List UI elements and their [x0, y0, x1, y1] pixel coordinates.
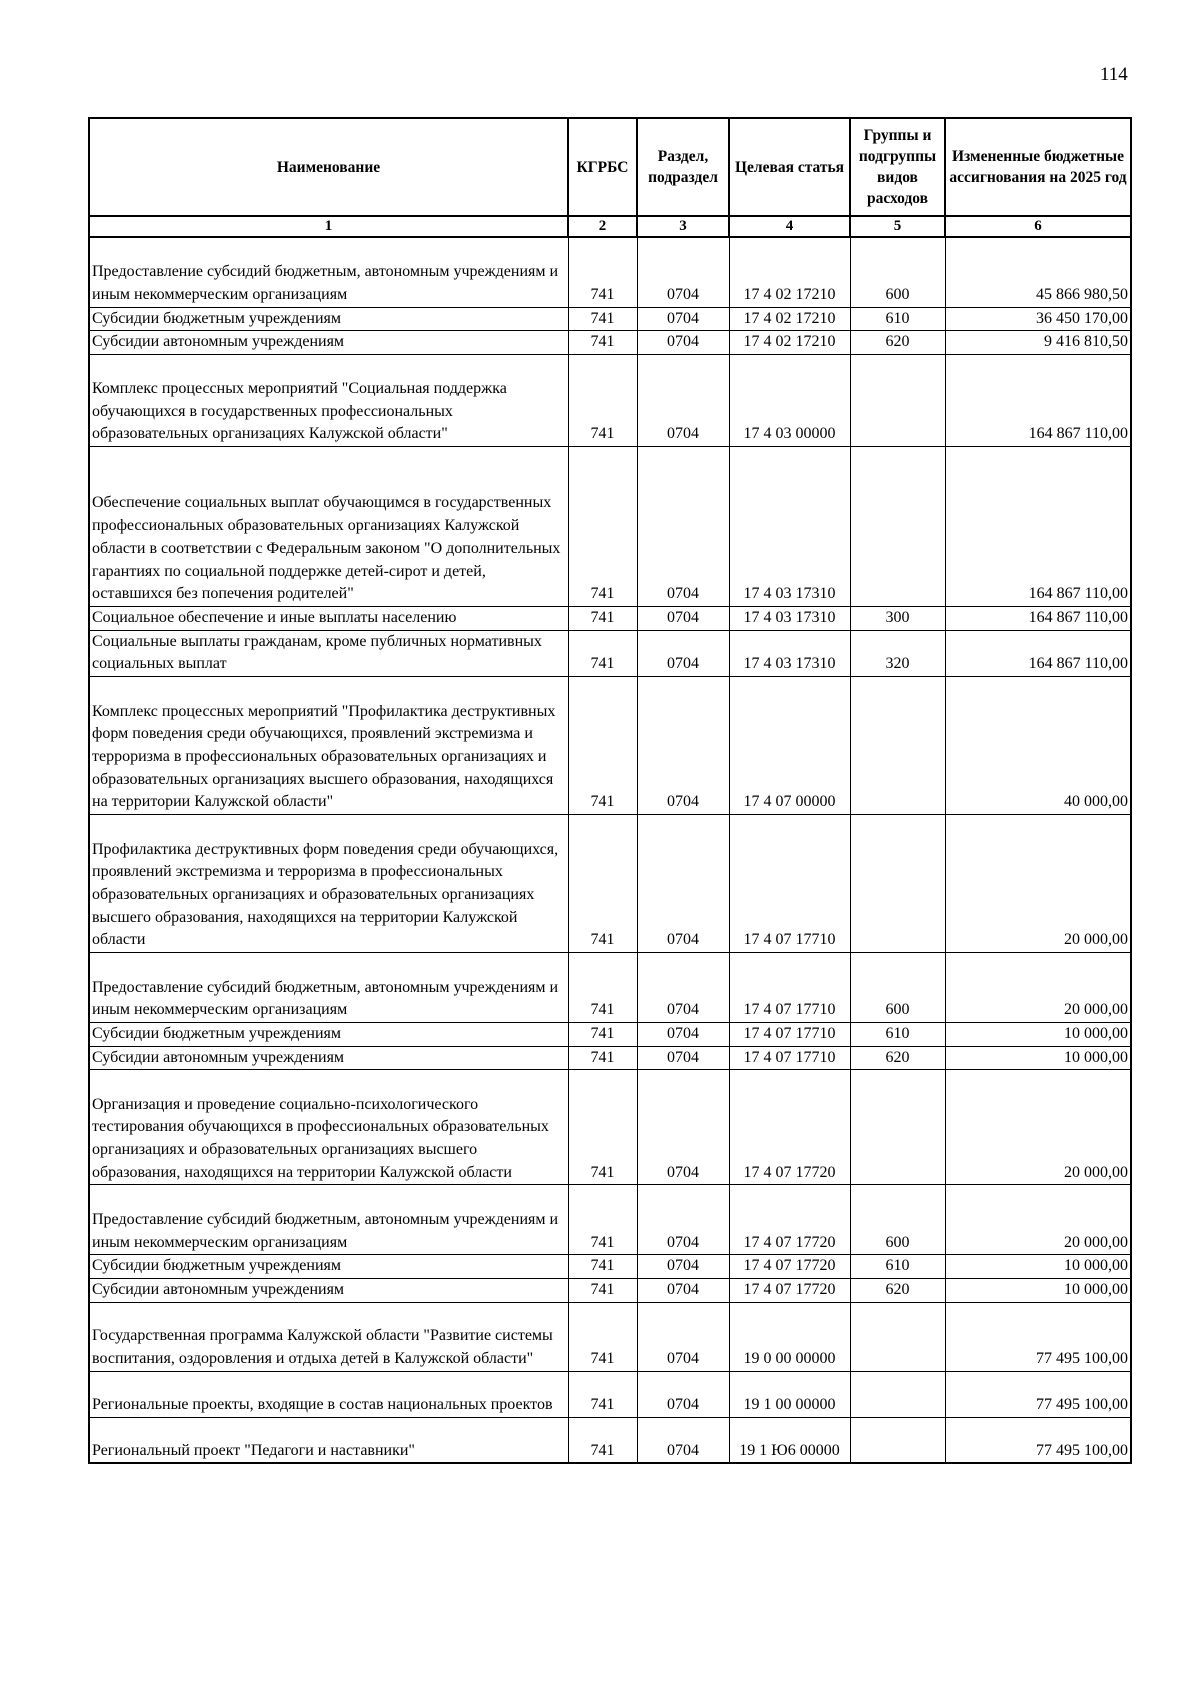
row-section: 0704	[637, 354, 729, 446]
table-row	[89, 1023, 1131, 1047]
row-name: Предоставление субсидий бюджетным, автономным учреждениям и иным некоммерческим организациям	[89, 953, 568, 1023]
row-amount: 20 000,00	[945, 953, 1131, 1023]
row-group: 620	[850, 331, 945, 355]
column-number: 6	[945, 216, 1131, 237]
row-group	[850, 677, 945, 815]
row-amount: 77 495 100,00	[945, 1417, 1131, 1463]
row-section: 0704	[637, 1185, 729, 1255]
row-target: 17 4 07 17710	[729, 815, 850, 953]
row-kgrbs: 741	[568, 446, 637, 606]
table-row	[89, 446, 1131, 606]
table-row	[89, 354, 1131, 446]
table-row	[89, 1417, 1131, 1463]
row-name: Субсидии бюджетным учреждениям	[89, 307, 568, 331]
table-row	[89, 237, 1131, 307]
row-kgrbs: 741	[568, 1371, 637, 1417]
table-row	[89, 630, 1131, 676]
row-name: Профилактика деструктивных форм поведения среди обучающихся, проявлений экстремизма и терроризма в профессиональных образовательных организациях и образовательных организациях высшего образования, находящихся на территории Калужской области	[89, 815, 568, 953]
row-amount: 10 000,00	[945, 1046, 1131, 1070]
table-body	[89, 237, 1131, 1463]
row-amount: 9 416 810,50	[945, 331, 1131, 355]
row-section: 0704	[637, 953, 729, 1023]
row-name: Предоставление субсидий бюджетным, автономным учреждениям и иным некоммерческим организациям	[89, 237, 568, 307]
row-group: 600	[850, 953, 945, 1023]
column-number: 2	[568, 216, 637, 237]
header-row	[89, 118, 1131, 216]
row-group: 610	[850, 307, 945, 331]
row-name: Социальное обеспечение и иные выплаты населению	[89, 606, 568, 630]
row-name: Предоставление субсидий бюджетным, автономным учреждениям и иным некоммерческим организациям	[89, 1185, 568, 1255]
row-group: 300	[850, 606, 945, 630]
row-name: Организация и проведение социально-психологического тестирования обучающихся в профессиональных образовательных организациях и образовательных организациях высшего образования, находящихся на территории Калужской области	[89, 1070, 568, 1185]
row-target: 17 4 07 17710	[729, 1023, 850, 1047]
row-kgrbs: 741	[568, 606, 637, 630]
row-amount: 20 000,00	[945, 1070, 1131, 1185]
table-row	[89, 1255, 1131, 1279]
row-amount: 20 000,00	[945, 815, 1131, 953]
row-amount: 164 867 110,00	[945, 446, 1131, 606]
row-target: 19 1 Ю6 00000	[729, 1417, 850, 1463]
row-section: 0704	[637, 237, 729, 307]
row-name: Комплекс процессных мероприятий "Социальная поддержка обучающихся в государственных профессиональных образовательных организациях Калужской области"	[89, 354, 568, 446]
row-target: 19 0 00 00000	[729, 1302, 850, 1371]
row-kgrbs: 741	[568, 354, 637, 446]
row-kgrbs: 741	[568, 1302, 637, 1371]
row-kgrbs: 741	[568, 630, 637, 676]
row-amount: 164 867 110,00	[945, 630, 1131, 676]
row-name: Субсидии бюджетным учреждениям	[89, 1255, 568, 1279]
table-row	[89, 1371, 1131, 1417]
row-kgrbs: 741	[568, 331, 637, 355]
header-target: Целевая статья	[729, 118, 850, 216]
column-number-row	[89, 216, 1131, 237]
row-amount: 77 495 100,00	[945, 1371, 1131, 1417]
row-section: 0704	[637, 815, 729, 953]
row-target: 17 4 03 17310	[729, 630, 850, 676]
column-number: 4	[729, 216, 850, 237]
row-section: 0704	[637, 1371, 729, 1417]
row-amount: 45 866 980,50	[945, 237, 1131, 307]
row-kgrbs: 741	[568, 1255, 637, 1279]
table-row	[89, 1185, 1131, 1255]
row-target: 19 1 00 00000	[729, 1371, 850, 1417]
row-kgrbs: 741	[568, 1185, 637, 1255]
row-section: 0704	[637, 1302, 729, 1371]
row-target: 17 4 07 17720	[729, 1070, 850, 1185]
row-kgrbs: 741	[568, 677, 637, 815]
header-amount: Измененные бюджетные ассигнования на 2025 год	[945, 118, 1131, 216]
row-group	[850, 1371, 945, 1417]
row-group	[850, 815, 945, 953]
table-row	[89, 815, 1131, 953]
row-kgrbs: 741	[568, 1046, 637, 1070]
row-name: Субсидии автономным учреждениям	[89, 331, 568, 355]
table-row	[89, 1070, 1131, 1185]
row-amount: 77 495 100,00	[945, 1302, 1131, 1371]
row-name: Региональные проекты, входящие в состав национальных проектов	[89, 1371, 568, 1417]
row-group	[850, 1302, 945, 1371]
row-amount: 10 000,00	[945, 1023, 1131, 1047]
table-row	[89, 1046, 1131, 1070]
row-kgrbs: 741	[568, 1279, 637, 1303]
row-amount: 164 867 110,00	[945, 354, 1131, 446]
row-amount: 164 867 110,00	[945, 606, 1131, 630]
row-target: 17 4 07 17720	[729, 1185, 850, 1255]
row-target: 17 4 03 17310	[729, 606, 850, 630]
column-number: 1	[89, 216, 568, 237]
header-groups: Группы и подгруппы видов расходов	[850, 118, 945, 216]
header-kgrbs: КГРБС	[568, 118, 637, 216]
table-row	[89, 1279, 1131, 1303]
row-amount: 20 000,00	[945, 1185, 1131, 1255]
table-row	[89, 677, 1131, 815]
table-row	[89, 331, 1131, 355]
row-kgrbs: 741	[568, 307, 637, 331]
row-section: 0704	[637, 1023, 729, 1047]
row-name: Субсидии автономным учреждениям	[89, 1279, 568, 1303]
row-section: 0704	[637, 307, 729, 331]
row-section: 0704	[637, 446, 729, 606]
row-name: Региональный проект "Педагоги и наставники"	[89, 1417, 568, 1463]
page-number: 114	[1100, 64, 1128, 85]
row-target: 17 4 07 00000	[729, 677, 850, 815]
row-target: 17 4 02 17210	[729, 237, 850, 307]
row-target: 17 4 03 00000	[729, 354, 850, 446]
row-kgrbs: 741	[568, 1417, 637, 1463]
row-target: 17 4 07 17720	[729, 1255, 850, 1279]
row-section: 0704	[637, 1255, 729, 1279]
row-group: 620	[850, 1279, 945, 1303]
row-group: 610	[850, 1255, 945, 1279]
row-group	[850, 1070, 945, 1185]
row-section: 0704	[637, 1046, 729, 1070]
row-target: 17 4 07 17720	[729, 1279, 850, 1303]
row-group	[850, 446, 945, 606]
row-target: 17 4 07 17710	[729, 953, 850, 1023]
row-group	[850, 354, 945, 446]
row-section: 0704	[637, 630, 729, 676]
header-section: Раздел, подраздел	[637, 118, 729, 216]
row-kgrbs: 741	[568, 815, 637, 953]
row-amount: 40 000,00	[945, 677, 1131, 815]
row-section: 0704	[637, 677, 729, 815]
budget-table	[88, 117, 1132, 1464]
row-section: 0704	[637, 331, 729, 355]
row-group: 320	[850, 630, 945, 676]
row-section: 0704	[637, 1279, 729, 1303]
row-kgrbs: 741	[568, 953, 637, 1023]
row-kgrbs: 741	[568, 237, 637, 307]
row-section: 0704	[637, 1070, 729, 1185]
row-name: Государственная программа Калужской области "Развитие системы воспитания, оздоровления и отдыха детей в Калужской области"	[89, 1302, 568, 1371]
table-row	[89, 953, 1131, 1023]
row-group: 620	[850, 1046, 945, 1070]
row-group: 610	[850, 1023, 945, 1047]
row-group	[850, 1417, 945, 1463]
row-group: 600	[850, 1185, 945, 1255]
row-section: 0704	[637, 606, 729, 630]
row-amount: 10 000,00	[945, 1255, 1131, 1279]
table-row	[89, 307, 1131, 331]
table-row	[89, 1302, 1131, 1371]
row-target: 17 4 02 17210	[729, 331, 850, 355]
row-name: Субсидии автономным учреждениям	[89, 1046, 568, 1070]
column-number: 3	[637, 216, 729, 237]
row-name: Комплекс процессных мероприятий "Профилактика деструктивных форм поведения среди обучающихся, проявлений экстремизма и терроризма в профессиональных образовательных организациях и образовательных организациях высшего образования, находящихся на территории Калужской области"	[89, 677, 568, 815]
row-target: 17 4 07 17710	[729, 1046, 850, 1070]
row-kgrbs: 741	[568, 1023, 637, 1047]
row-name: Социальные выплаты гражданам, кроме публичных нормативных социальных выплат	[89, 630, 568, 676]
header-name: Наименование	[89, 118, 568, 216]
row-group: 600	[850, 237, 945, 307]
row-kgrbs: 741	[568, 1070, 637, 1185]
table-row	[89, 606, 1131, 630]
column-number: 5	[850, 216, 945, 237]
row-section: 0704	[637, 1417, 729, 1463]
row-name: Субсидии бюджетным учреждениям	[89, 1023, 568, 1047]
row-target: 17 4 03 17310	[729, 446, 850, 606]
row-target: 17 4 02 17210	[729, 307, 850, 331]
row-name: Обеспечение социальных выплат обучающимся в государственных профессиональных образовательных организациях Калужской области в соответствии с Федеральным законом "О дополнительных гарантиях по социальной поддержке детей-сирот и детей, оставшихся без попечения родителей"	[89, 446, 568, 606]
row-amount: 36 450 170,00	[945, 307, 1131, 331]
row-amount: 10 000,00	[945, 1279, 1131, 1303]
